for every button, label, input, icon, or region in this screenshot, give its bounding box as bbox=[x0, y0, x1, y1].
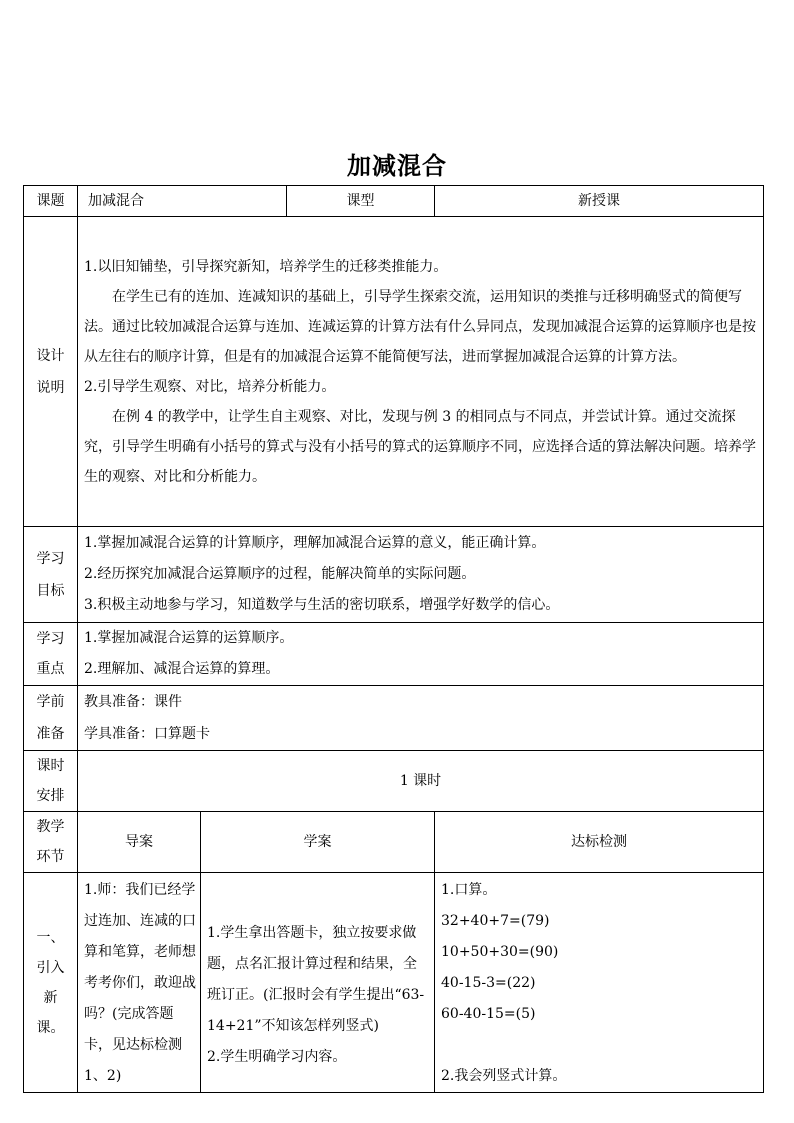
document-title: 加减混合 bbox=[347, 151, 447, 180]
header-row bbox=[24, 186, 764, 217]
design-label: 设计说明 bbox=[24, 217, 78, 527]
section1-study bbox=[201, 873, 435, 1093]
topic-label: 课题 bbox=[24, 186, 78, 217]
design-content bbox=[78, 217, 764, 527]
check-line: 60-40-15=(5) bbox=[441, 1005, 536, 1022]
check-line: 2.我会列竖式计算。 bbox=[441, 1067, 567, 1084]
section1-guide bbox=[78, 873, 201, 1093]
goals-label: 学习目标 bbox=[24, 527, 78, 623]
keypoints-label: 学习重点 bbox=[24, 623, 78, 686]
prep-label: 学前准备 bbox=[24, 686, 78, 751]
keypoints-content bbox=[78, 623, 764, 686]
type-label: 课型 bbox=[287, 186, 435, 217]
design-line-4: 在例 4 的教学中，让学生自主观察、对比，发现与例 3 的相同点与不同点，并尝试计算。通过交流探究，引导学生明确有小括号的算式与没有小括号的算式的运算顺序不同，应选择合适的算法解决问题。培养学生的观察、对比和分析能力。 bbox=[84, 408, 756, 485]
prep-content bbox=[78, 686, 764, 751]
guide-text: 1.师：我们已经学过连加、连减的口算和笔算，老师想考考你们，敢迎战吗？(完成答题卡，见达标检测 1、2) bbox=[84, 881, 196, 1084]
study-column-header: 学案 bbox=[201, 812, 435, 873]
stages-label: 教学环节 bbox=[24, 812, 78, 873]
check-line-blank bbox=[441, 1030, 757, 1061]
prep-line: 教具准备：课件 bbox=[84, 694, 182, 710]
check-line: 1.口算。 bbox=[441, 881, 497, 898]
guide-column-header: 导案 bbox=[78, 812, 201, 873]
design-line-1: 1.以旧知铺垫，引导探究新知，培养学生的迁移类推能力。 bbox=[84, 258, 448, 275]
keypoint-line: 2.理解加、减混合运算的算理。 bbox=[84, 661, 280, 677]
schedule-label: 课时安排 bbox=[24, 751, 78, 812]
stages-header-row bbox=[24, 812, 764, 873]
schedule-row bbox=[24, 751, 764, 812]
topic-value: 加减混合 bbox=[78, 186, 287, 217]
lesson-plan-table bbox=[23, 185, 764, 1093]
study-line: 1.学生拿出答题卡，独立按要求做题，点名汇报计算过程和结果，全班订正。(汇报时会有学生提出“63-14+21”不知该怎样列竖式) bbox=[207, 925, 425, 1034]
schedule-value: 1 课时 bbox=[78, 751, 764, 812]
check-line: 32+40+7=(79) bbox=[441, 912, 550, 929]
goals-row bbox=[24, 527, 764, 623]
design-line-2: 在学生已有的连加、连减知识的基础上，引导学生探索交流，运用知识的类推与迁移明确竖式的简便写法。通过比较加减混合运算与连加、连减运算的计算方法有什么异同点，发现加减混合运算的运算顺序也是按从左往右的顺序计算，但是有的加减混合运算不能简便写法，进而掌握加减混合运算的计算方法。 bbox=[84, 288, 756, 365]
keypoint-line: 1.掌握加减混合运算的运算顺序。 bbox=[84, 630, 294, 646]
check-column-header: 达标检测 bbox=[435, 812, 764, 873]
check-line: 40-15-3=(22) bbox=[441, 974, 536, 991]
section1-check bbox=[435, 873, 764, 1093]
goal-line: 2.经历探究加减混合运算顺序的过程，能解决简单的实际问题。 bbox=[84, 566, 476, 582]
study-line: 2.学生明确学习内容。 bbox=[207, 1049, 347, 1065]
check-line: 10+50+30=(90) bbox=[441, 943, 559, 960]
design-line-3: 2.引导学生观察、对比，培养分析能力。 bbox=[84, 378, 336, 395]
section1-row bbox=[24, 873, 764, 1093]
goal-line: 3.积极主动地参与学习，知道数学与生活的密切联系，增强学好数学的信心。 bbox=[84, 597, 560, 613]
goals-content bbox=[78, 527, 764, 623]
goal-line: 1.掌握加减混合运算的计算顺序，理解加减混合运算的意义，能正确计算。 bbox=[84, 535, 546, 551]
section1-label: 一、引入新课。 bbox=[24, 873, 78, 1093]
prep-row bbox=[24, 686, 764, 751]
prep-line: 学具准备：口算题卡 bbox=[84, 726, 210, 742]
keypoints-row bbox=[24, 623, 764, 686]
type-value: 新授课 bbox=[435, 186, 764, 217]
design-row bbox=[24, 217, 764, 527]
